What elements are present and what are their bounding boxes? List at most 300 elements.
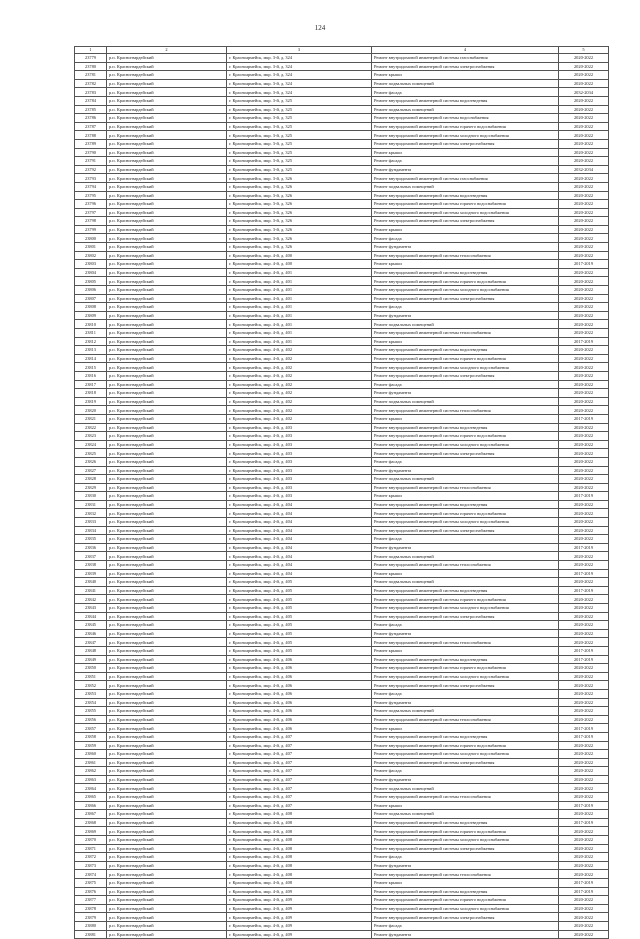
table-row [75,208,609,217]
address-cell: г. Красноармейск, мкр. 3-й, д. 325 [227,157,372,166]
address-cell: г. Красноармейск, мкр. 4-й, д. 403 [227,483,372,492]
row-number-cell: 23847 [75,638,107,647]
row-number-cell: 23848 [75,646,107,655]
row-number-cell: 23851 [75,672,107,681]
address-cell: г. Красноармейск, мкр. 4-й, д. 406 [227,664,372,673]
table-row [75,71,609,80]
period-cell: 2020-2022 [559,114,609,123]
table-row [75,827,609,836]
work-type-cell: Ремонт внутридомовой инженерной системы водоотведения [372,500,559,509]
address-cell: г. Красноармейск, мкр. 4-й, д. 408 [227,827,372,836]
municipality-cell: р.п. Красногвардейский [107,861,227,870]
period-cell: 2020-2022 [559,105,609,114]
work-type-cell: Ремонт внутридомовой инженерной системы теплоснабжения [372,638,559,647]
period-cell: 2020-2022 [559,423,609,432]
row-number-cell: 23791 [75,157,107,166]
table-row [75,294,609,303]
period-cell: 2020-2022 [559,148,609,157]
address-cell: г. Красноармейск, мкр. 3-й, д. 325 [227,122,372,131]
table-row [75,913,609,922]
address-cell: г. Красноармейск, мкр. 4-й, д. 403 [227,492,372,501]
row-number-cell: 23871 [75,844,107,853]
work-type-cell: Ремонт внутридомовой инженерной системы электроснабжения [372,681,559,690]
address-cell: г. Красноармейск, мкр. 4-й, д. 402 [227,380,372,389]
municipality-cell: р.п. Красногвардейский [107,406,227,415]
row-number-cell: 23826 [75,457,107,466]
row-number-cell: 23865 [75,793,107,802]
row-number-cell: 23844 [75,612,107,621]
period-cell: 2020-2022 [559,174,609,183]
table-row [75,818,609,827]
work-type-cell: Ремонт внутридомовой инженерной системы теплоснабжения [372,793,559,802]
period-cell: 2020-2022 [559,217,609,226]
address-cell: г. Красноармейск, мкр. 4-й, д. 401 [227,303,372,312]
repair-schedule-table [74,46,609,939]
row-number-cell: 23794 [75,182,107,191]
municipality-cell: р.п. Красногвардейский [107,54,227,63]
work-type-cell: Ремонт внутридомовой инженерной системы водоотведения [372,818,559,827]
work-type-cell: Ремонт внутридомовой инженерной системы электроснабжения [372,371,559,380]
period-cell: 2020-2022 [559,853,609,862]
period-cell: 2020-2022 [559,921,609,930]
row-number-cell: 23796 [75,200,107,209]
municipality-cell: р.п. Красногвардейский [107,423,227,432]
table-row [75,122,609,131]
row-number-cell: 23858 [75,732,107,741]
period-cell: 2020-2022 [559,861,609,870]
period-cell: 2020-2022 [559,432,609,441]
page-number: 124 [314,24,326,32]
table-row [75,260,609,269]
table-row [75,114,609,123]
period-cell: 2020-2022 [559,518,609,527]
row-number-cell: 23846 [75,629,107,638]
municipality-cell: р.п. Красногвардейский [107,148,227,157]
municipality-cell: р.п. Красногвардейский [107,174,227,183]
period-cell: 2020-2022 [559,784,609,793]
table-row [75,612,609,621]
row-number-cell: 23845 [75,621,107,630]
municipality-cell: р.п. Красногвардейский [107,698,227,707]
work-type-cell: Ремонт крыши [372,71,559,80]
period-cell: 2020-2022 [559,449,609,458]
period-cell: 2020-2022 [559,638,609,647]
municipality-cell: р.п. Красногвардейский [107,234,227,243]
work-type-cell: Ремонт фасада [372,234,559,243]
address-cell: г. Красноармейск, мкр. 4-й, д. 402 [227,406,372,415]
table-row [75,509,609,518]
table-row [75,887,609,896]
column-header: 2 [107,47,227,54]
municipality-cell: р.п. Красногвардейский [107,569,227,578]
address-cell: г. Красноармейск, мкр. 3-й, д. 326 [227,217,372,226]
row-number-cell: 23864 [75,784,107,793]
table-row [75,578,609,587]
address-cell: г. Красноармейск, мкр. 3-й, д. 325 [227,165,372,174]
table-row [75,595,609,604]
municipality-cell: р.п. Красногвардейский [107,397,227,406]
address-cell: г. Красноармейск, мкр. 4-й, д. 404 [227,561,372,570]
table-row [75,457,609,466]
table-row [75,148,609,157]
address-cell: г. Красноармейск, мкр. 3-й, д. 325 [227,131,372,140]
address-cell: г. Красноармейск, мкр. 4-й, д. 403 [227,440,372,449]
work-type-cell: Ремонт внутридомовой инженерной системы электроснабжения [372,526,559,535]
period-cell: 2017-2019 [559,879,609,888]
row-number-cell: 23812 [75,337,107,346]
address-cell: г. Красноармейск, мкр. 3-й, д. 325 [227,105,372,114]
municipality-cell: р.п. Красногвардейский [107,646,227,655]
column-header: 3 [227,47,372,54]
municipality-cell: р.п. Красногвардейский [107,165,227,174]
row-number-cell: 23879 [75,913,107,922]
work-type-cell: Ремонт подвальных помещений [372,784,559,793]
address-cell: г. Красноармейск, мкр. 4-й, д. 401 [227,337,372,346]
municipality-cell: р.п. Красногвардейский [107,552,227,561]
work-type-cell: Ремонт крыши [372,569,559,578]
municipality-cell: р.п. Красногвардейский [107,543,227,552]
municipality-cell: р.п. Красногвардейский [107,466,227,475]
table-row [75,380,609,389]
table-row [75,561,609,570]
row-number-cell: 23789 [75,139,107,148]
address-cell: г. Красноармейск, мкр. 3-й, д. 324 [227,54,372,63]
work-type-cell: Ремонт внутридомовой инженерной системы холодного водоснабжения [372,836,559,845]
address-cell: г. Красноармейск, мкр. 4-й, д. 404 [227,518,372,527]
municipality-cell: р.п. Красногвардейский [107,561,227,570]
row-number-cell: 23843 [75,604,107,613]
table-row [75,870,609,879]
period-cell: 2020-2022 [559,904,609,913]
address-cell: г. Красноармейск, мкр. 4-й, д. 400 [227,251,372,260]
municipality-cell: р.п. Красногвардейский [107,784,227,793]
table-row [75,879,609,888]
row-number-cell: 23795 [75,191,107,200]
row-number-cell: 23809 [75,311,107,320]
row-number-cell: 23799 [75,225,107,234]
period-cell: 2020-2022 [559,397,609,406]
municipality-cell: р.п. Красногвардейский [107,870,227,879]
municipality-cell: р.п. Красногвардейский [107,526,227,535]
municipality-cell: р.п. Красногвардейский [107,286,227,295]
municipality-cell: р.п. Красногвардейский [107,930,227,939]
address-cell: г. Красноармейск, мкр. 4-й, д. 406 [227,689,372,698]
municipality-cell: р.п. Красногвардейский [107,251,227,260]
work-type-cell: Ремонт внутридомовой инженерной системы электроснабжения [372,139,559,148]
municipality-cell: р.п. Красногвардейский [107,604,227,613]
period-cell: 2020-2022 [559,612,609,621]
table-row [75,664,609,673]
table-row [75,363,609,372]
row-number-cell: 23832 [75,509,107,518]
address-cell: г. Красноармейск, мкр. 3-й, д. 326 [227,243,372,252]
table-row [75,775,609,784]
address-cell: г. Красноармейск, мкр. 4-й, д. 401 [227,311,372,320]
municipality-cell: р.п. Красногвардейский [107,191,227,200]
work-type-cell: Ремонт внутридомовой инженерной системы водоотведения [372,346,559,355]
work-type-cell: Ремонт фундамента [372,698,559,707]
municipality-cell: р.п. Красногвардейский [107,294,227,303]
municipality-cell: р.п. Красногвардейский [107,707,227,716]
period-cell: 2020-2022 [559,913,609,922]
table-row [75,681,609,690]
period-cell: 2020-2022 [559,71,609,80]
row-number-cell: 23859 [75,741,107,750]
period-cell: 2020-2022 [559,346,609,355]
table-row [75,715,609,724]
table-row [75,707,609,716]
municipality-cell: р.п. Красногвардейский [107,518,227,527]
row-number-cell: 23841 [75,586,107,595]
period-cell: 2020-2022 [559,286,609,295]
work-type-cell: Ремонт фундамента [372,543,559,552]
table-row [75,750,609,759]
row-number-cell: 23785 [75,105,107,114]
municipality-cell: р.п. Красногвардейский [107,612,227,621]
row-number-cell: 23880 [75,921,107,930]
table-row [75,268,609,277]
period-cell: 2020-2022 [559,466,609,475]
period-cell: 2020-2022 [559,363,609,372]
municipality-cell: р.п. Красногвардейский [107,896,227,905]
work-type-cell: Ремонт внутридомовой инженерной системы электроснабжения [372,844,559,853]
row-number-cell: 23870 [75,836,107,845]
work-type-cell: Ремонт внутридомовой инженерной системы электроснабжения [372,612,559,621]
table-row [75,518,609,527]
row-number-cell: 23822 [75,423,107,432]
municipality-cell: р.п. Красногвардейский [107,363,227,372]
table-row [75,449,609,458]
address-cell: г. Красноармейск, мкр. 4-й, д. 401 [227,286,372,295]
row-number-cell: 23821 [75,414,107,423]
row-number-cell: 23868 [75,818,107,827]
period-cell: 2020-2022 [559,827,609,836]
period-cell: 2020-2022 [559,329,609,338]
work-type-cell: Ремонт фундамента [372,389,559,398]
period-cell: 2020-2022 [559,621,609,630]
period-cell: 2020-2022 [559,595,609,604]
address-cell: г. Красноармейск, мкр. 4-й, д. 404 [227,552,372,561]
municipality-cell: р.п. Красногвардейский [107,389,227,398]
municipality-cell: р.п. Красногвардейский [107,672,227,681]
work-type-cell: Ремонт подвальных помещений [372,182,559,191]
work-type-cell: Ремонт внутридомовой инженерной системы горячего водоснабжения [372,432,559,441]
work-type-cell: Ремонт фасада [372,535,559,544]
row-number-cell: 23797 [75,208,107,217]
work-type-cell: Ремонт подвальных помещений [372,475,559,484]
table-row [75,423,609,432]
row-number-cell: 23852 [75,681,107,690]
address-cell: г. Красноармейск, мкр. 4-й, д. 408 [227,810,372,819]
work-type-cell: Ремонт фасада [372,88,559,97]
work-type-cell: Ремонт внутридомовой инженерной системы теплоснабжения [372,406,559,415]
address-cell: г. Красноармейск, мкр. 4-й, д. 404 [227,535,372,544]
work-type-cell: Ремонт внутридомовой инженерной системы холодного водоснабжения [372,440,559,449]
period-cell: 2020-2022 [559,578,609,587]
municipality-cell: р.п. Красногвардейский [107,303,227,312]
table-row [75,500,609,509]
period-cell: 2020-2022 [559,200,609,209]
period-cell: 2017-2019 [559,414,609,423]
table-row [75,758,609,767]
address-cell: г. Красноармейск, мкр. 4-й, д. 405 [227,612,372,621]
row-number-cell: 23853 [75,689,107,698]
row-number-cell: 23790 [75,148,107,157]
row-number-cell: 23806 [75,286,107,295]
table-row [75,157,609,166]
row-number-cell: 23780 [75,62,107,71]
row-number-cell: 23862 [75,767,107,776]
work-type-cell: Ремонт внутридомовой инженерной системы водоотведения [372,191,559,200]
municipality-cell: р.п. Красногвардейский [107,432,227,441]
address-cell: г. Красноармейск, мкр. 4-й, д. 407 [227,732,372,741]
period-cell: 2020-2022 [559,122,609,131]
period-cell: 2020-2022 [559,131,609,140]
address-cell: г. Красноармейск, мкр. 4-й, д. 408 [227,861,372,870]
address-cell: г. Красноармейск, мкр. 3-й, д. 326 [227,234,372,243]
municipality-cell: р.п. Красногвардейский [107,157,227,166]
period-cell: 2020-2022 [559,96,609,105]
row-number-cell: 23815 [75,363,107,372]
address-cell: г. Красноармейск, мкр. 4-й, д. 407 [227,750,372,759]
address-cell: г. Красноармейск, мкр. 4-й, д. 409 [227,904,372,913]
table-header-row [75,47,609,54]
table-row [75,191,609,200]
row-number-cell: 23828 [75,475,107,484]
row-number-cell: 23801 [75,243,107,252]
period-cell: 2020-2022 [559,707,609,716]
row-number-cell: 23876 [75,887,107,896]
period-cell: 2020-2022 [559,526,609,535]
work-type-cell: Ремонт внутридомовой инженерной системы холодного водоснабжения [372,904,559,913]
work-type-cell: Ремонт внутридомовой инженерной системы водоотведения [372,655,559,664]
period-cell: 2020-2022 [559,775,609,784]
work-type-cell: Ремонт внутридомовой инженерной системы водоотведения [372,732,559,741]
municipality-cell: р.п. Красногвардейский [107,217,227,226]
table-row [75,182,609,191]
municipality-cell: р.п. Красногвардейский [107,500,227,509]
table-row [75,629,609,638]
period-cell: 2020-2022 [559,251,609,260]
row-number-cell: 23854 [75,698,107,707]
work-type-cell: Ремонт внутридомовой инженерной системы водоотведения [372,96,559,105]
address-cell: г. Красноармейск, мкр. 4-й, д. 401 [227,320,372,329]
work-type-cell: Ремонт внутридомовой инженерной системы холодного водоснабжения [372,208,559,217]
address-cell: г. Красноармейск, мкр. 4-й, д. 405 [227,629,372,638]
row-number-cell: 23823 [75,432,107,441]
table-row [75,243,609,252]
period-cell: 2020-2022 [559,698,609,707]
work-type-cell: Ремонт фасада [372,457,559,466]
municipality-cell: р.п. Красногвардейский [107,750,227,759]
table-row [75,54,609,63]
table-row [75,535,609,544]
address-cell: г. Красноармейск, мкр. 3-й, д. 326 [227,174,372,183]
address-cell: г. Красноармейск, мкр. 3-й, д. 324 [227,88,372,97]
row-number-cell: 23838 [75,561,107,570]
work-type-cell: Ремонт внутридомовой инженерной системы электроснабжения [372,217,559,226]
period-cell: 2020-2022 [559,767,609,776]
period-cell: 2020-2022 [559,54,609,63]
row-number-cell: 23873 [75,861,107,870]
address-cell: г. Красноармейск, мкр. 4-й, д. 404 [227,526,372,535]
table-row [75,62,609,71]
period-cell: 2020-2022 [559,715,609,724]
work-type-cell: Ремонт фасада [372,689,559,698]
municipality-cell: р.п. Красногвардейский [107,921,227,930]
row-number-cell: 23860 [75,750,107,759]
row-number-cell: 23820 [75,406,107,415]
period-cell: 2020-2022 [559,243,609,252]
municipality-cell: р.п. Красногвардейский [107,793,227,802]
address-cell: г. Красноармейск, мкр. 4-й, д. 407 [227,784,372,793]
municipality-cell: р.п. Красногвардейский [107,457,227,466]
work-type-cell: Ремонт внутридомовой инженерной системы горячего водоснабжения [372,896,559,905]
work-type-cell: Ремонт внутридомовой инженерной системы горячего водоснабжения [372,122,559,131]
address-cell: г. Красноармейск, мкр. 4-й, д. 409 [227,913,372,922]
municipality-cell: р.п. Красногвардейский [107,225,227,234]
address-cell: г. Красноармейск, мкр. 4-й, д. 403 [227,432,372,441]
work-type-cell: Ремонт крыши [372,879,559,888]
table-row [75,543,609,552]
table-row [75,604,609,613]
municipality-cell: р.п. Красногвардейский [107,638,227,647]
row-number-cell: 23855 [75,707,107,716]
table-row [75,311,609,320]
work-type-cell: Ремонт внутридомовой инженерной системы водоотведения [372,268,559,277]
address-cell: г. Красноармейск, мкр. 4-й, д. 407 [227,741,372,750]
row-number-cell: 23793 [75,174,107,183]
table-row [75,337,609,346]
municipality-cell: р.п. Красногвардейский [107,844,227,853]
work-type-cell: Ремонт фундамента [372,861,559,870]
row-number-cell: 23875 [75,879,107,888]
work-type-cell: Ремонт фасада [372,380,559,389]
row-number-cell: 23863 [75,775,107,784]
address-cell: г. Красноармейск, мкр. 4-й, д. 408 [227,879,372,888]
work-type-cell: Ремонт фасада [372,853,559,862]
period-cell: 2017-2019 [559,818,609,827]
period-cell: 2020-2022 [559,561,609,570]
row-number-cell: 23782 [75,79,107,88]
row-number-cell: 23802 [75,251,107,260]
municipality-cell: р.п. Красногвардейский [107,818,227,827]
work-type-cell: Ремонт внутридомовой инженерной системы теплоснабжения [372,715,559,724]
table-row [75,406,609,415]
table-row [75,277,609,286]
address-cell: г. Красноармейск, мкр. 4-й, д. 403 [227,423,372,432]
period-cell: 2020-2022 [559,225,609,234]
row-number-cell: 23835 [75,535,107,544]
table-row [75,930,609,939]
period-cell: 2020-2022 [559,389,609,398]
address-cell: г. Красноармейск, мкр. 4-й, д. 408 [227,853,372,862]
municipality-cell: р.п. Красногвардейский [107,595,227,604]
column-header: 1 [75,47,107,54]
address-cell: г. Красноармейск, мкр. 4-й, д. 404 [227,500,372,509]
period-cell: 2020-2022 [559,406,609,415]
row-number-cell: 23869 [75,827,107,836]
row-number-cell: 23814 [75,354,107,363]
row-number-cell: 23788 [75,131,107,140]
work-type-cell: Ремонт подвальных помещений [372,320,559,329]
table-row [75,586,609,595]
address-cell: г. Красноармейск, мкр. 4-й, д. 405 [227,621,372,630]
address-cell: г. Красноармейск, мкр. 4-й, д. 406 [227,681,372,690]
table-row [75,88,609,97]
work-type-cell: Ремонт подвальных помещений [372,79,559,88]
work-type-cell: Ремонт внутридомовой инженерной системы горячего водоснабжения [372,595,559,604]
